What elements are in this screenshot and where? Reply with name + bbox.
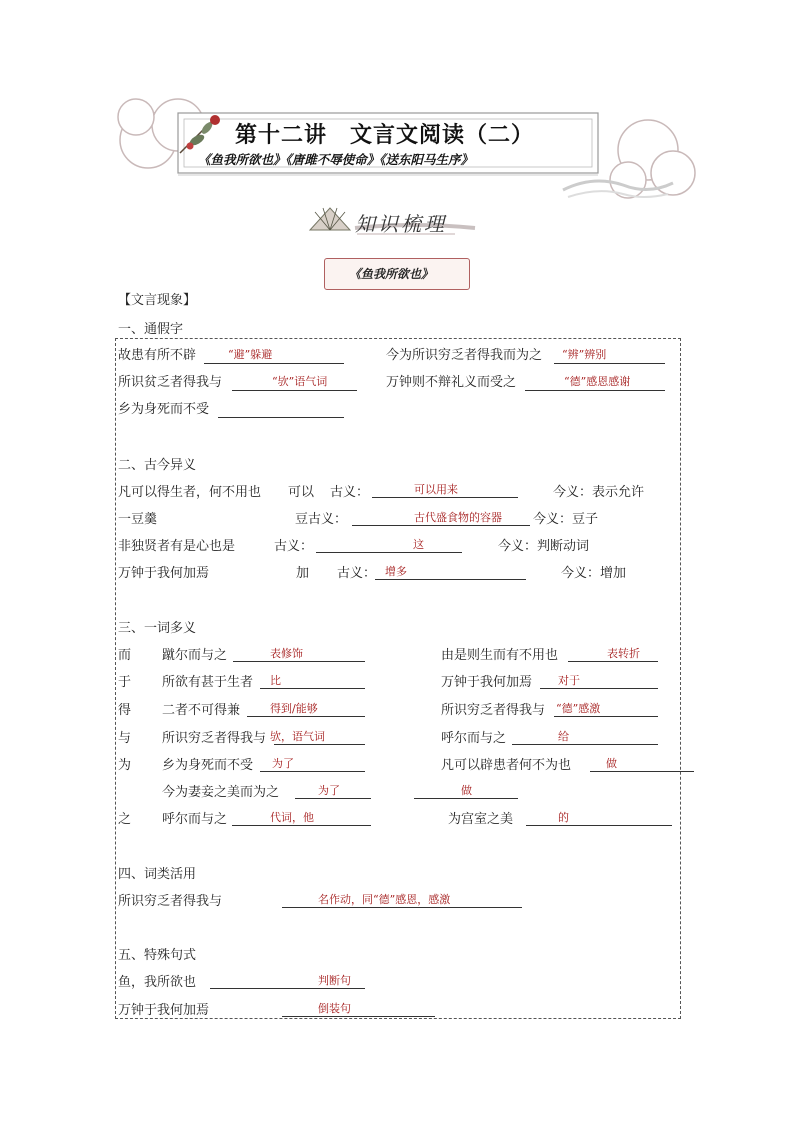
answer-blank[interactable] <box>295 798 371 799</box>
character: 得 <box>118 703 132 718</box>
answer-text: 可以用来 <box>414 483 458 496</box>
modern-meaning: 今义：增加 <box>561 566 627 581</box>
answer-text: 表转折 <box>607 647 640 660</box>
list-item: 一豆羹 <box>118 512 158 527</box>
label: 古义： <box>337 566 377 581</box>
list-item: 所识穷乏者得我与 <box>162 731 267 746</box>
answer-text: 做 <box>461 784 472 797</box>
answer-text: 欤，语气词 <box>270 730 325 743</box>
answer-text: 代词，他 <box>270 811 314 824</box>
answer-blank[interactable] <box>414 798 518 799</box>
answer-blank[interactable] <box>554 363 665 364</box>
list-item: 凡可以辟患者何不为也 <box>441 758 572 773</box>
section-title: 《鱼我所欲也》 <box>349 267 434 281</box>
section-title-gujinyiyi: 二、古今异义 <box>118 458 197 473</box>
term: 可以 <box>288 485 315 500</box>
answer-text: 这 <box>413 538 424 551</box>
list-item: 万钟则不辩礼义而受之 <box>386 375 517 390</box>
answer-blank[interactable] <box>540 688 658 689</box>
list-item: 所欲有甚于生者 <box>162 675 254 690</box>
page-subtitle: 《鱼我所欲也》《唐雎不辱使命》《送东阳马生序》 <box>198 152 474 167</box>
answer-text: 做 <box>606 757 617 770</box>
answer-blank[interactable] <box>554 716 658 717</box>
answer-blank[interactable] <box>218 417 344 418</box>
character: 而 <box>118 648 132 663</box>
answer-blank[interactable] <box>233 661 365 662</box>
list-item: 乡为身死而不受 <box>162 758 254 773</box>
answer-text: “避”躲避 <box>228 348 273 361</box>
list-item: 蹴尔而与之 <box>162 648 228 663</box>
list-item: 万钟于我何加焉 <box>118 566 210 581</box>
answer-text: “德”感激 <box>556 702 601 715</box>
answer-blank[interactable] <box>568 661 658 662</box>
label: 古义： <box>330 485 370 500</box>
list-item: 为宫室之美 <box>448 812 514 827</box>
list-item: 乡为身死而不受 <box>118 402 210 417</box>
answer-text: 给 <box>558 730 569 743</box>
answer-text: 比 <box>270 674 281 687</box>
list-item: 呼尔而与之 <box>162 812 228 827</box>
answer-blank[interactable] <box>210 988 365 989</box>
answer-text: 为了 <box>272 757 294 770</box>
answer-blank[interactable] <box>590 771 694 772</box>
list-item: 今为妻妾之美而为之 <box>162 785 280 800</box>
page-title: 第十二讲 文言文阅读（二） <box>235 122 535 148</box>
answer-blank[interactable] <box>232 825 371 826</box>
heading-phenomena: 【文言现象】 <box>118 293 197 308</box>
list-item: 所识贫乏者得我与 <box>118 375 223 390</box>
answer-blank[interactable] <box>525 390 665 391</box>
section-title-teshujushi: 五、特殊句式 <box>118 948 197 963</box>
answer-blank[interactable] <box>512 744 658 745</box>
answer-blank[interactable] <box>260 688 365 689</box>
label: 豆古义： <box>295 512 348 527</box>
section-title-tongjiazi: 一、通假字 <box>118 322 184 337</box>
list-item: 呼尔而与之 <box>441 731 507 746</box>
character: 于 <box>118 675 132 690</box>
answer-blank[interactable] <box>204 363 344 364</box>
list-item: 今为所识穷乏者得我而为之 <box>386 348 543 363</box>
answer-text: 古代盛食物的容器 <box>414 511 502 524</box>
answer-blank[interactable] <box>282 1016 435 1017</box>
list-item: 万钟于我何加焉 <box>118 1003 210 1018</box>
list-item: 二者不可得兼 <box>162 703 241 718</box>
term: 加 <box>296 566 310 581</box>
label: 古义： <box>274 539 314 554</box>
list-item: 故患有所不辟 <box>118 348 197 363</box>
answer-blank[interactable] <box>352 525 530 526</box>
modern-meaning: 今义：判断动词 <box>498 539 590 554</box>
answer-blank[interactable] <box>282 907 522 908</box>
answer-text: “欤”语气词 <box>272 375 328 388</box>
answer-text: “辨”辨别 <box>562 348 607 361</box>
list-item: 所识穷乏者得我与 <box>118 894 223 909</box>
modern-meaning: 今义：表示允许 <box>553 485 645 500</box>
list-item: 鱼，我所欲也 <box>118 975 197 990</box>
list-item: 凡可以得生者，何不用也 <box>118 485 262 500</box>
answer-blank[interactable] <box>372 497 518 498</box>
character: 之 <box>118 812 132 827</box>
answer-blank[interactable] <box>260 771 365 772</box>
answer-text: 增多 <box>385 565 407 578</box>
answer-blank[interactable] <box>316 552 462 553</box>
answer-blank[interactable] <box>375 579 526 580</box>
answer-text: 倒装句 <box>318 1002 351 1015</box>
section-title-cileihuoyong: 四、词类活用 <box>118 867 197 882</box>
answer-text: “德”感恩感谢 <box>564 375 631 388</box>
list-item: 所识穷乏者得我与 <box>441 703 546 718</box>
answer-text: 名作动，同“德”感恩，感激 <box>318 893 451 906</box>
answer-text: 表修饰 <box>270 647 303 660</box>
list-item: 万钟于我何加焉 <box>441 675 533 690</box>
character: 为 <box>118 758 132 773</box>
answer-text: 判断句 <box>318 974 351 987</box>
answer-text: 为了 <box>318 784 340 797</box>
section-title-yiciduoyi: 三、一词多义 <box>118 621 197 636</box>
answer-text: 对于 <box>558 674 580 687</box>
list-item: 由是则生而有不用也 <box>441 648 559 663</box>
answer-blank[interactable] <box>232 390 357 391</box>
answer-blank[interactable] <box>526 825 672 826</box>
answer-blank[interactable] <box>247 716 365 717</box>
answer-text: 得到/能够 <box>270 702 318 715</box>
modern-meaning: 今义：豆子 <box>533 512 599 527</box>
answer-text: 的 <box>558 811 569 824</box>
character: 与 <box>118 731 132 746</box>
answer-blank[interactable] <box>274 744 365 745</box>
list-item: 非独贤者有是心也是 <box>118 539 236 554</box>
knowledge-review-heading: 知识梳理 <box>355 212 447 236</box>
